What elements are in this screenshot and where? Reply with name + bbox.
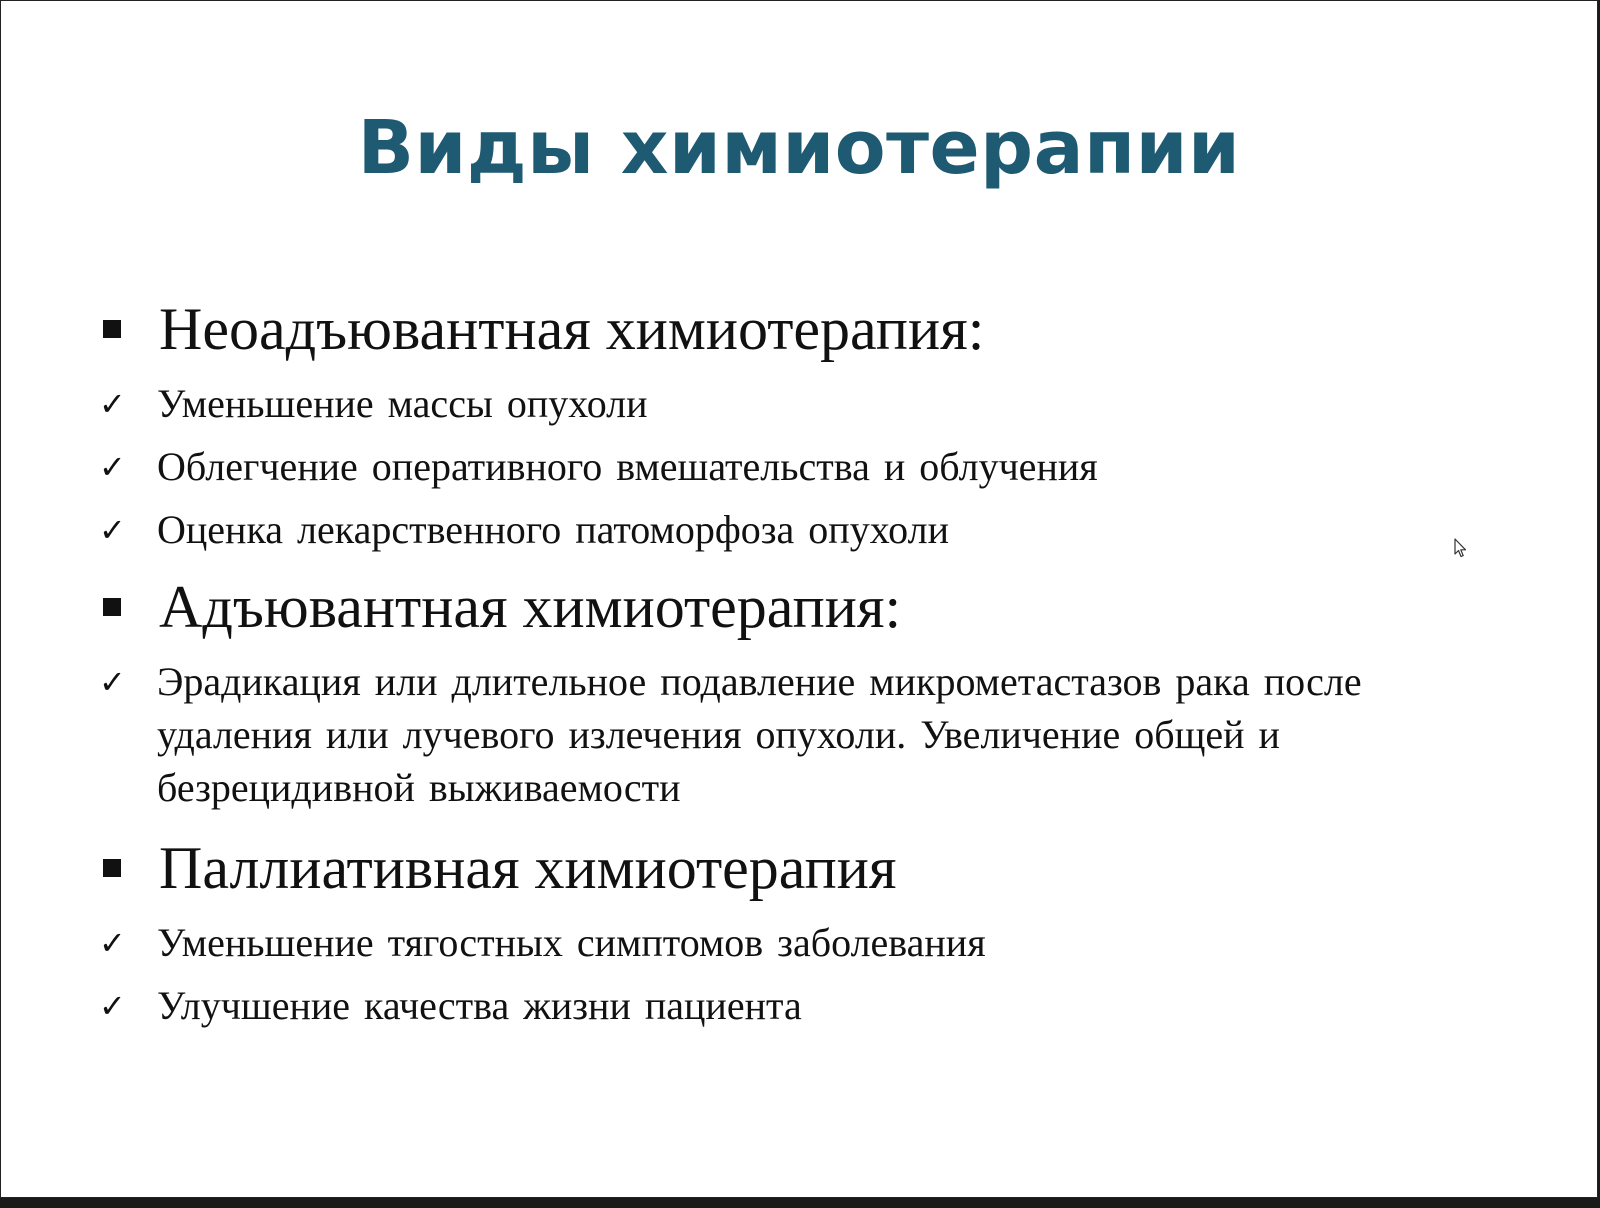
list-item	[99, 503, 1499, 557]
list-item-text: Уменьшение массы опухоли	[157, 381, 648, 426]
slide-content	[99, 293, 1499, 1033]
list-item-text: Эрадикация или длительное подавление микрометастазов рака после удаления или лучевого излечения опухоли. Увеличение общей и безрецидивной выживаемости	[157, 659, 1362, 810]
mouse-cursor-icon	[1454, 538, 1468, 558]
section-heading-label: Неоадъювантная химиотерапия:	[159, 296, 985, 362]
check-mark-icon: ✓	[99, 987, 126, 1025]
section-heading-label: Адъювантная химиотерапия:	[159, 574, 902, 640]
check-mark-icon: ✓	[99, 511, 126, 549]
section-heading-neoadjuvant	[99, 293, 1499, 365]
square-bullet-icon	[103, 598, 121, 616]
list-item	[99, 916, 1499, 970]
list-item	[99, 655, 1499, 814]
check-mark-icon: ✓	[99, 448, 126, 486]
square-bullet-icon	[103, 320, 121, 338]
section-heading-label: Паллиативная химиотерапия	[159, 835, 897, 901]
square-bullet-icon	[103, 859, 121, 877]
list-item-text: Улучшение качества жизни пациента	[157, 983, 802, 1028]
section-heading-adjuvant	[99, 571, 1499, 643]
check-mark-icon: ✓	[99, 924, 126, 962]
section-heading-palliative	[99, 832, 1499, 904]
list-item	[99, 979, 1499, 1033]
list-item-text: Облегчение оперативного вмешательства и облучения	[157, 444, 1098, 489]
list-item	[99, 440, 1499, 494]
check-mark-icon: ✓	[99, 385, 126, 423]
list-item-text: Оценка лекарственного патоморфоза опухоли	[157, 507, 950, 552]
list-item	[99, 377, 1499, 431]
slide-title: Виды химиотерапии	[357, 105, 1241, 191]
check-mark-icon: ✓	[99, 663, 126, 701]
list-item-text: Уменьшение тягостных симптомов заболевания	[157, 920, 986, 965]
